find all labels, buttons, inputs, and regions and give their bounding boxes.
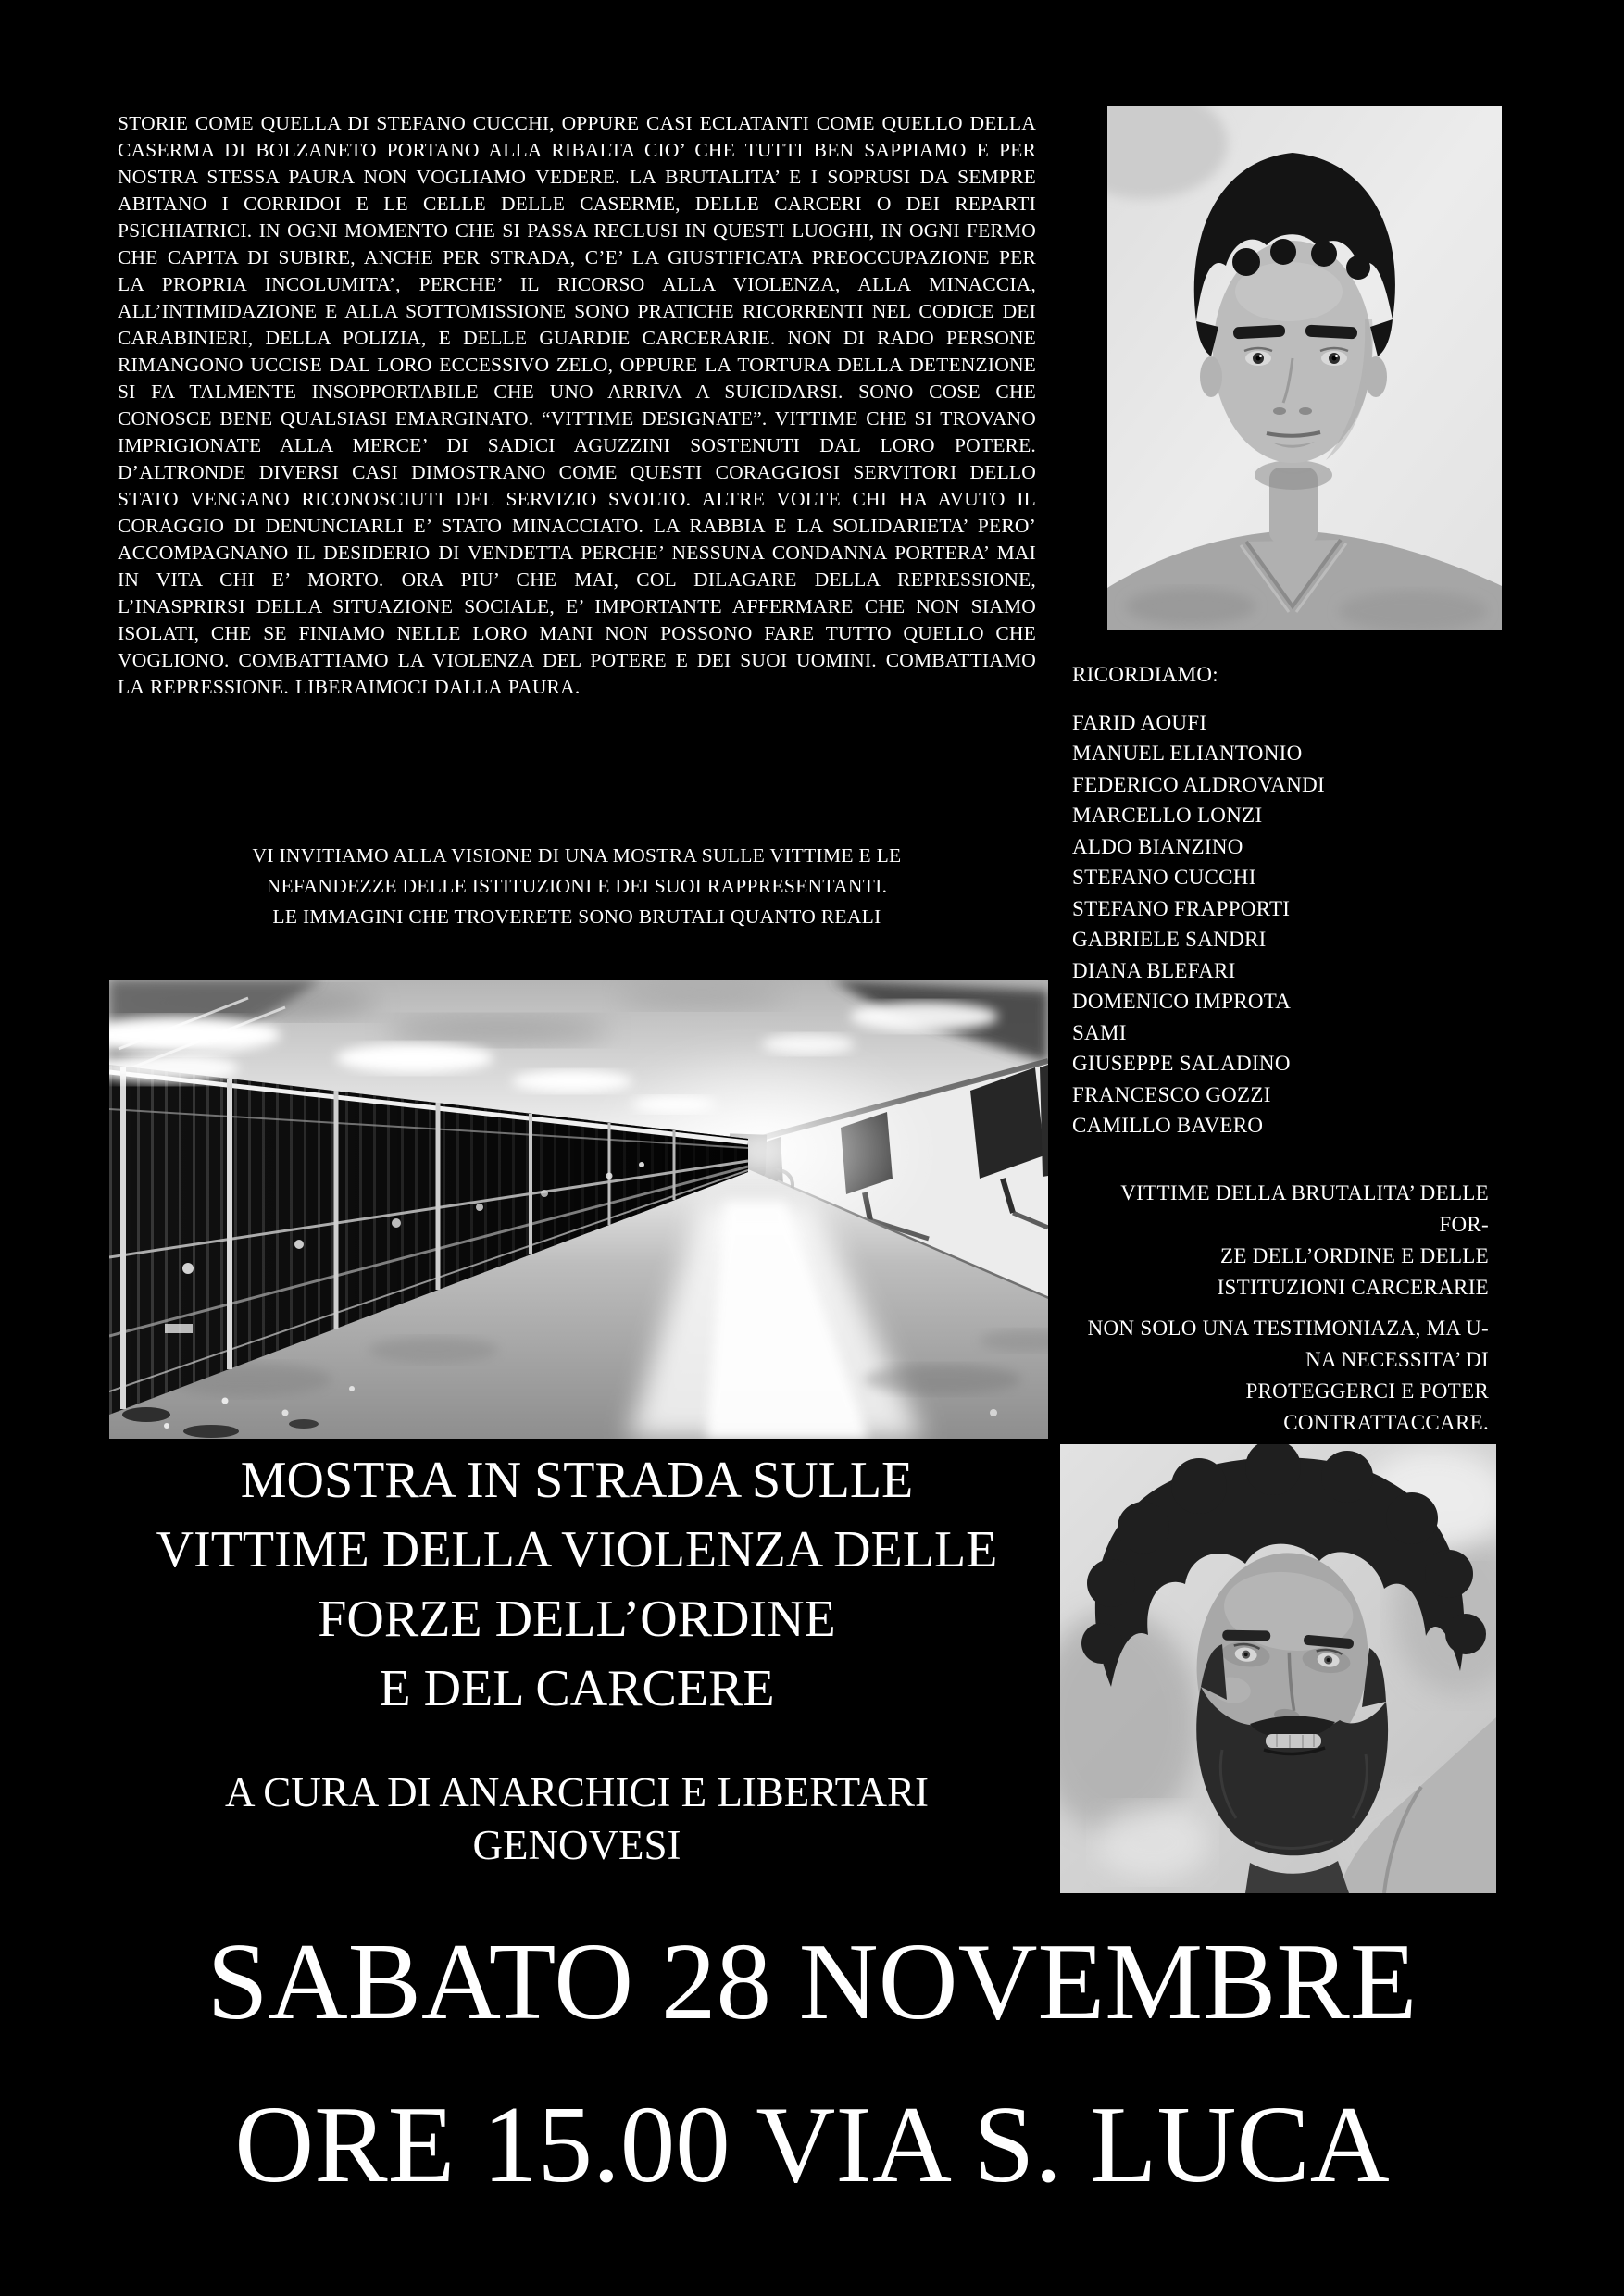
victim-name: MARCELLO LONZI bbox=[1072, 804, 1263, 827]
victims-note-line: VITTIME DELLA BRUTALITA’ DELLE FOR- bbox=[1120, 1181, 1489, 1236]
victim-name: STEFANO FRAPPORTI bbox=[1072, 896, 1291, 920]
curated-by bbox=[118, 1766, 1036, 1872]
victim-name: MANUEL ELIANTONIO bbox=[1072, 742, 1303, 765]
victims-note-line: PROTEGGERCI E POTER bbox=[1245, 1379, 1489, 1403]
victims-note-group bbox=[1072, 1178, 1489, 1304]
victim-name: STEFANO CUCCHI bbox=[1072, 866, 1256, 889]
victim-name: SAMI bbox=[1072, 1020, 1127, 1044]
intro-paragraph: STORIE COME QUELLA DI STEFANO CUCCHI, OPPURE CASI ECLATANTI COME QUELLO DELLA CASERMA DI BOLZANETO PORTANO ALLA RIBALTA CIO’ CHE TUTTI BEN SAPPIAMO E PER NOSTRA STESSA PAURA NON VOGLIAMO VEDERE. LA BRUTALITA’ E I SOPRUSI DA SEMPRE ABITANO I CORRIDOI E LE CELLE DELLE CASERME, DELLE CARCERI O DEI REPARTI PSICHIATRICI. IN OGNI MOMENTO CHE SI PASSA RECLUSI IN QUESTI LUOGHI, IN OGNI FERMO CHE CAPITA DI SUBIRE, ANCHE PER STRADA, C’E’ LA GIUSTIFICATA PREOCCUPAZIONE PER LA PROPRIA INCOLUMITA’, PERCHE’ IL RICORSO ALLA VIOLENZA, ALLA MINACCIA, ALL’INTIMIDAZIONE E ALLA SOTTOMISSIONE SONO PRATICHE RICORRENTI NEL CODICE DEI CARABINIERI, DELLA POLIZIA, E DELLE GUARDIE CARCERARIE. NON DI RADO PERSONE RIMANGONO UCCISE DAL LORO ECCESSIVO ZELO, OPPURE LA TORTURA DELLA DETENZIONE SI FA TALMENTE INSOPPORTABILE CHE UNO ARRIVA A SUICIDARSI. SONO COSE CHE CONOSCE BENE QUALSIASI EMARGINATO. “VITTIME DESIGNATE”. VITTIME CHE SI TROVANO IMPRIGIONATE ALLA MERCE’ DI SADICI AGUZZINI SOSTENUTI DAL LORO POTERE. D’ALTRONDE DIVERSI CASI DIMOSTRANO COME QUESTI CORAGGIOSI SERVITORI DELLO STATO VENGANO RICONOSCIUTI DEL SERVIZIO SVOLTO. ALTRE VOLTE CHI HA AVUTO IL CORAGGIO DI DENUNCIARLI E’ STATO MINACCIATO. LA RABBIA E LA SOLIDARIETA’ PERO’ ACCOMPAGNANO IL DESIDERIO DI VENDETTA PERCHE’ NESSUNA CONDANNA PORTERA’ MAI IN VITA CHI E’ MORTO. ORA PIU’ CHE MAI, COL DILAGARE DELLA REPRESSIONE, L’INASPRIRSI DELLA SITUAZIONE SOCIALE, E’ IMPORTANTE AFFERMARE CHE NON SIAMO ISOLATI, CHE SE FINIAMO NELLE LORO MANI NON POSSONO FARE TUTTO QUELLO CHE VOGLIONO. COMBATTIAMO LA VIOLENZA DEL POTERE E DEI SUOI UOMINI. COMBATTIAMO LA REPRESSIONE. LIBERAIMOCI DALLA PAURA. bbox=[118, 112, 1036, 698]
victim-name: GIUSEPPE SALADINO bbox=[1072, 1052, 1291, 1075]
victim-name: FEDERICO ALDROVANDI bbox=[1072, 772, 1325, 796]
victim-name: GABRIELE SANDRI bbox=[1072, 928, 1267, 951]
invitation-block bbox=[118, 841, 1036, 932]
victim-name: DIANA BLEFARI bbox=[1072, 958, 1236, 982]
photo-bearded-man-portrait bbox=[1060, 1444, 1496, 1893]
victims-note-line: NON SOLO UNA TESTIMONIAZA, MA U- bbox=[1087, 1316, 1489, 1340]
invitation-line: NEFANDEZZE DELLE ISTITUZIONI E DEI SUOI RAPPRESENTANTI. bbox=[266, 875, 888, 897]
exhibit-title-line: FORZE DELL’ORDINE bbox=[318, 1591, 836, 1648]
victim-name: FRANCESCO GOZZI bbox=[1072, 1082, 1271, 1106]
victims-note-block bbox=[1072, 1178, 1489, 1439]
invitation-line: VI INVITIAMO ALLA VISIONE DI UNA MOSTRA SULLE VITTIME E LE bbox=[252, 844, 902, 867]
victim-name: ALDO BIANZINO bbox=[1072, 834, 1243, 858]
photo-young-man-portrait bbox=[1107, 106, 1502, 630]
victim-name: DOMENICO IMPROTA bbox=[1072, 990, 1292, 1013]
photo-prison-corridor bbox=[109, 980, 1048, 1439]
event-time-place: ORE 15.00 VIA S. LUCA bbox=[234, 2083, 1390, 2205]
curated-by-line: GENOVESI bbox=[472, 1822, 681, 1868]
invitation-line: LE IMMAGINI CHE TROVERETE SONO BRUTALI QUANTO REALI bbox=[272, 905, 881, 928]
victims-note-line: CONTRATTACCARE. bbox=[1283, 1411, 1489, 1434]
prison-corridor-illustration bbox=[109, 980, 1048, 1439]
victims-note-line: ISTITUZIONI CARCERARIE bbox=[1217, 1276, 1489, 1299]
event-date: SABATO 28 NOVEMBRE bbox=[206, 1920, 1418, 2042]
young-man-portrait-illustration bbox=[1107, 106, 1502, 630]
exhibit-title-line: VITTIME DELLA VIOLENZA DELLE bbox=[156, 1521, 998, 1578]
exhibit-title-line: MOSTRA IN STRADA SULLE bbox=[240, 1452, 914, 1509]
exhibit-title bbox=[118, 1446, 1036, 1724]
victims-note-line: NA NECESSITA’ DI bbox=[1305, 1348, 1489, 1371]
victim-name: CAMILLO BAVERO bbox=[1072, 1114, 1264, 1137]
remember-heading: RICORDIAMO: bbox=[1072, 663, 1218, 686]
victims-note-line: ZE DELL’ORDINE E DELLE bbox=[1220, 1244, 1489, 1267]
victims-note-group bbox=[1072, 1313, 1489, 1439]
curated-by-line: A CURA DI ANARCHICI E LIBERTARI bbox=[225, 1769, 929, 1816]
bearded-man-portrait-illustration bbox=[1060, 1444, 1496, 1893]
victim-name: FARID AOUFI bbox=[1072, 710, 1207, 734]
remember-block bbox=[1072, 659, 1507, 1142]
exhibit-title-line: E DEL CARCERE bbox=[379, 1660, 775, 1717]
